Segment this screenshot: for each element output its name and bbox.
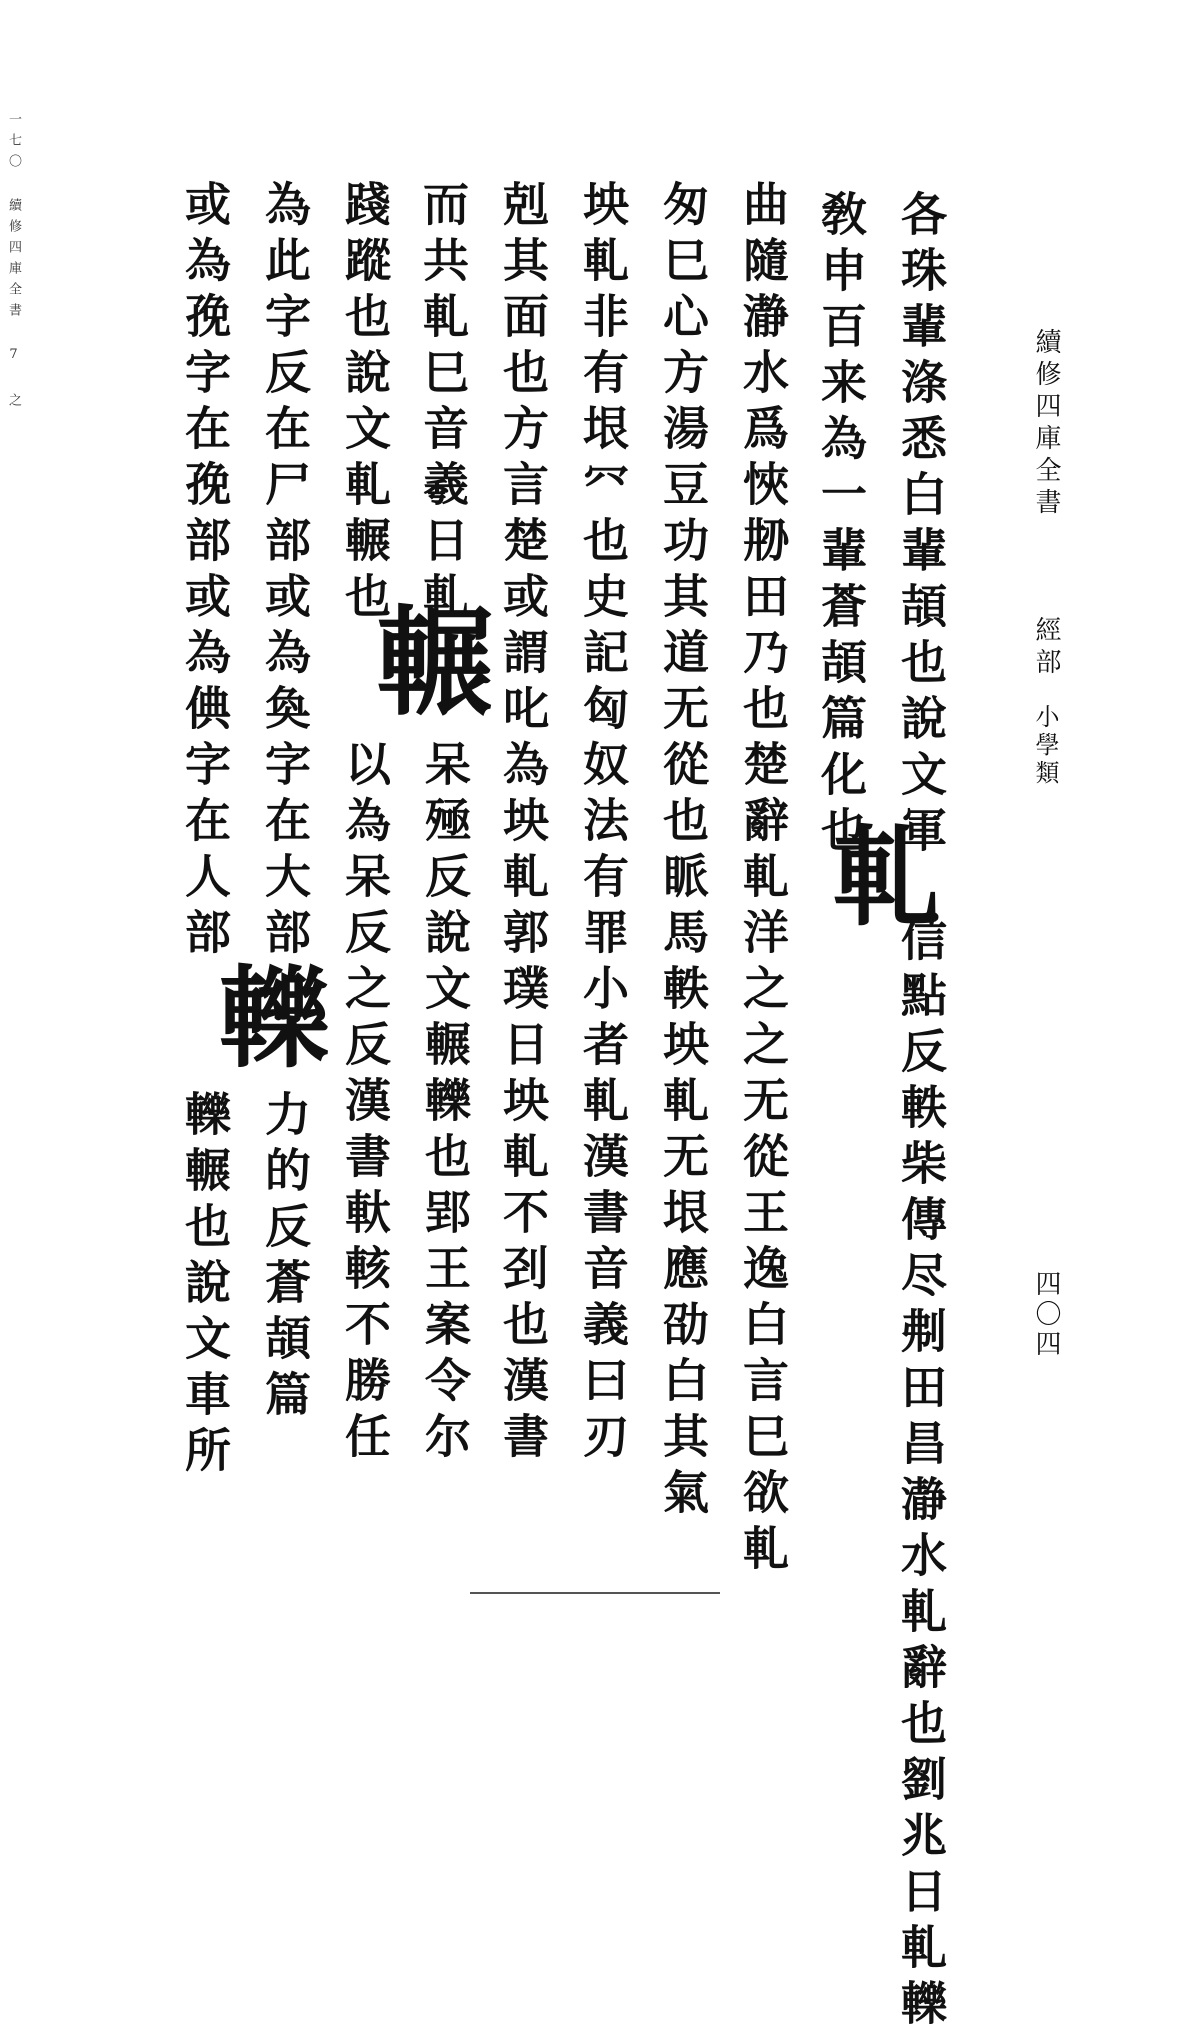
text-column-7: 而共軋巳音羲日軋 <box>416 180 470 628</box>
text-column-3: 曲隨瀞水爲悏刱田乃也楚辭軋洋之之无從王逸白言巳欲軋 <box>736 180 790 1580</box>
subsection-label: 小學類 <box>1031 704 1059 788</box>
text-column-8: 踐蹤也說文軋輾也 <box>338 180 392 628</box>
text-column-10: 或為㝃字在㝃部或為倎字在人部 <box>178 180 232 964</box>
margin-annotation: 一七〇 續修四庫全書 7 之 <box>6 112 21 414</box>
page-number: 四〇四 <box>1031 1270 1061 1360</box>
headword-3: 轢 <box>201 960 330 1070</box>
text-column-6: 剋其面也方言楚或謂叱為坱軋郭璞日坱軋不刭也漢書 <box>496 180 550 1468</box>
headword-2: 輾 <box>356 600 495 718</box>
headword-1-gloss: 信點反軼柴傳尽刜田昌瀞水軋辭也劉兆日軋轢 <box>894 915 948 2035</box>
text-column-4: 匆巳心方湯豆功其道无從也眽馬軼坱軋无垠應劭白其氣 <box>656 180 710 1524</box>
headword-2-gloss-a: 呆殛反說文輾轢也郢王案令尔 <box>418 740 472 1468</box>
headword-3-gloss-b: 轢輾也說文車所 <box>178 1090 232 1482</box>
text-column-9: 為此字反在尸部或為奐字在大部 <box>258 180 312 964</box>
headword-3-gloss-a: 力的反蒼頡篇 <box>258 1090 312 1426</box>
series-title: 續修四庫全書 <box>1031 328 1061 520</box>
text-column-5: 坱軋非有垠㓁也史記匈奴法有罪小者軋漢書音義曰刃 <box>576 180 630 1468</box>
text-column-1: 各珠輩涤悉白輩頡也說文軍 <box>894 190 948 862</box>
text-column-2: 敎申百来為一輩蒼頡篇化也 <box>814 190 868 862</box>
headword-1: 軋 <box>814 820 940 928</box>
section-label: 經部 <box>1031 616 1061 680</box>
headword-2-gloss-b: 以為呆反之反漢書軑輆不勝任 <box>338 740 392 1468</box>
bottom-rule <box>470 1592 720 1594</box>
